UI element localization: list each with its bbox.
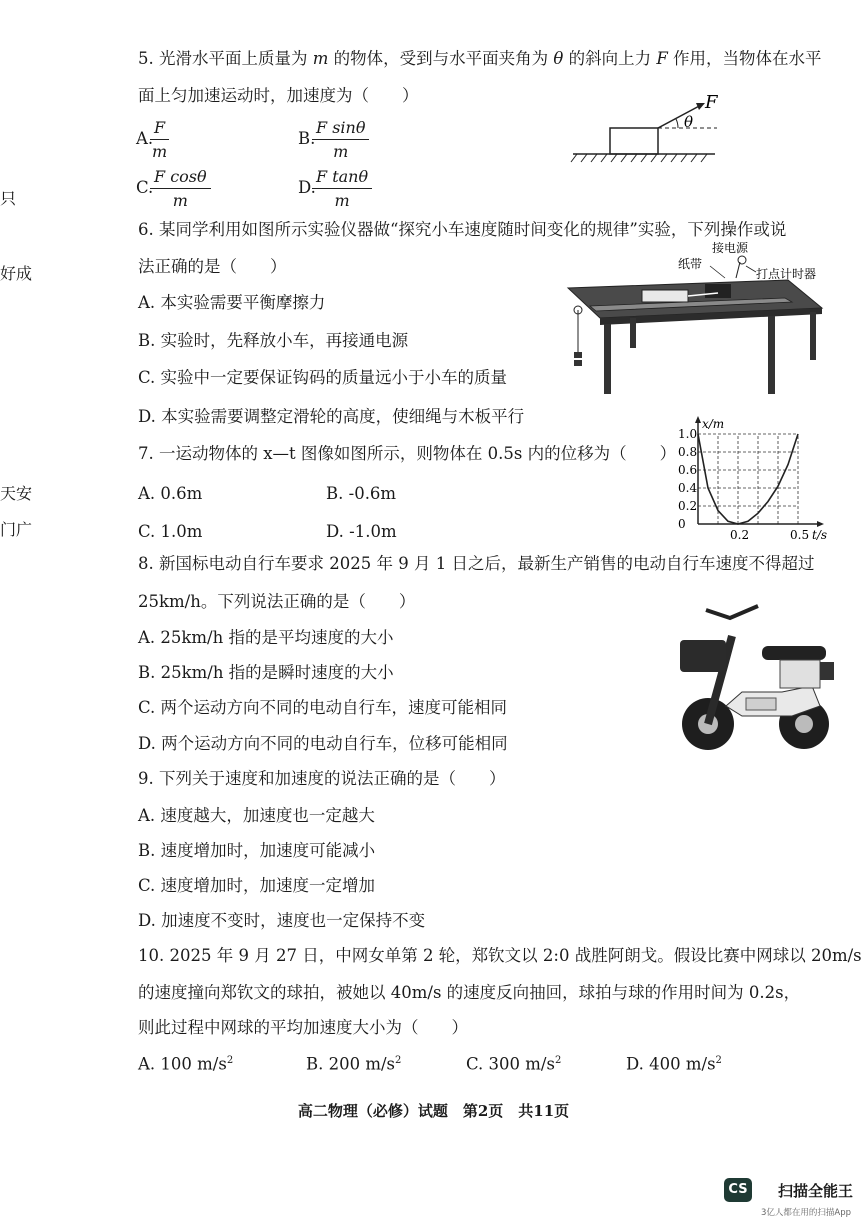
y-axis-arrow <box>695 416 701 423</box>
q10-option-c: C. 300 $m/s^2$ <box>466 1054 562 1074</box>
y-tick-label: 0 <box>678 517 686 531</box>
tape-label: 纸带 <box>678 257 703 271</box>
edge-fragment: 天安 <box>0 484 33 503</box>
cart <box>642 290 688 302</box>
power-cord <box>736 262 740 278</box>
hook-weight <box>574 360 582 366</box>
q10-option-a: A. 100 $m/s^2$ <box>138 1054 234 1074</box>
q7-option-d: D. -1.0m <box>326 522 397 541</box>
q8-option-d: D. 两个运动方向不同的电动自行车，位移可能相同 <box>138 734 508 753</box>
edge-fragment: 门广 <box>0 520 33 539</box>
force-label: F <box>705 92 718 113</box>
q7-xt-chart <box>660 416 840 544</box>
q7-option-a: A. 0.6m <box>138 484 203 503</box>
theta-label: θ <box>684 113 694 131</box>
q5-option-b-label: B. <box>298 129 316 148</box>
timer-label: 打点计时器 <box>756 267 817 281</box>
q10-stem-line1: 10. 2025 年 9 月 27 日，中网女单第 2 轮，郑钦文以 2:0 战胜阿朗戈。假设比赛中网球以 20m/s <box>138 946 862 965</box>
tape-pointer <box>710 266 725 278</box>
y-axis-label: x/m <box>702 417 725 431</box>
q10-option-d: D. 400 $m/s^2$ <box>626 1054 722 1074</box>
table-leg <box>604 324 611 394</box>
q6-option-b: B. 实验时，先释放小车，再接通电源 <box>138 331 409 350</box>
x-axis-arrow <box>817 521 824 527</box>
force-arrow <box>658 104 703 128</box>
table-leg <box>810 312 816 360</box>
plug <box>738 256 746 264</box>
power-label: 接电源 <box>712 241 749 255</box>
q7-stem: 7. 一运动物体的 x—t 图像如图所示，则物体在 0.5s 内的位移为（ ） <box>138 444 677 463</box>
angle-arc <box>676 119 678 128</box>
q10-stem-line3: 则此过程中网球的平均加速度大小为（ ） <box>138 1018 468 1037</box>
y-tick-label: 0.8 <box>678 445 698 459</box>
hook-weight <box>574 352 582 358</box>
y-tick-label: 1.0 <box>678 427 698 441</box>
q6-option-a: A. 本实验需要平衡摩擦力 <box>138 293 326 312</box>
y-tick-label: 0.6 <box>678 463 698 477</box>
x-tick-label: 0.2 <box>730 528 750 542</box>
scanner-logo-icon: CS <box>724 1178 752 1202</box>
q5-stem-line2: 面上匀加速运动时，加速度为（ ） <box>138 86 419 105</box>
q6-option-d: D. 本实验需要调整定滑轮的高度，使细绳与木板平行 <box>138 407 525 426</box>
electric-bike-image <box>672 596 842 766</box>
ground-hatching <box>571 154 707 162</box>
q10-option-b: B. 200 $m/s^2$ <box>306 1054 402 1074</box>
table-leg <box>768 316 775 394</box>
rear-body <box>780 660 820 688</box>
timer-device <box>705 284 731 298</box>
q9-option-d: D. 加速度不变时，速度也一定保持不变 <box>138 911 426 930</box>
y-tick-label: 0.2 <box>678 499 698 513</box>
q5-option-c-fraction: $\frac{\text{F cosθ}}{m}$ <box>150 169 211 209</box>
block <box>610 128 658 154</box>
q5-option-a-label: A. <box>136 129 154 148</box>
seat <box>762 646 826 660</box>
q9-stem: 9. 下列关于速度和加速度的说法正确的是（ ） <box>138 769 506 788</box>
q6-experiment-figure <box>560 238 830 398</box>
q5-option-a-fraction: $\frac{F}{m}$ <box>151 118 168 161</box>
edge-fragment: 好成 <box>0 264 33 283</box>
q9-option-a: A. 速度越大，加速度也一定越大 <box>138 806 375 825</box>
front-basket <box>680 640 726 672</box>
scanner-app-name: 扫描全能王 <box>777 1182 853 1200</box>
q7-option-c: C. 1.0m <box>138 522 203 541</box>
y-tick-label: 0.4 <box>678 481 698 495</box>
table-leg <box>630 318 636 348</box>
q9-option-c: C. 速度增加时，加速度一定增加 <box>138 876 376 895</box>
q6-option-c: C. 实验中一定要保证钩码的质量远小于小车的质量 <box>138 368 508 387</box>
q5-option-d-label: D. <box>298 178 316 197</box>
timer-pointer <box>746 266 756 272</box>
q7-option-b: B. -0.6m <box>326 484 397 503</box>
q8-stem-line1: 8. 新国标电动自行车要求 2025 年 9 月 1 日之后，最新生产销售的电动自行车速度不得超过 <box>138 554 815 573</box>
chart-grid <box>698 434 798 524</box>
q8-option-a: A. 25km/h 指的是平均速度的大小 <box>138 628 394 647</box>
q5-option-d-fraction: $\frac{\text{F tanθ}}{m}$ <box>312 169 372 209</box>
q8-option-b: B. 25km/h 指的是瞬时速度的大小 <box>138 663 394 682</box>
x-tick-label: 0.5 <box>790 528 810 542</box>
q5-block-figure <box>565 90 725 170</box>
q5-option-b-fraction: $\frac{\text{F sinθ}}{m}$ <box>312 120 369 160</box>
q6-stem-line1: 6. 某同学利用如图所示实验仪器做“探究小车速度随时间变化的规律”实验，下列操作或说 <box>138 220 787 239</box>
scanner-app-tagline: 3亿人都在用的扫描App <box>760 1208 851 1218</box>
q5-stem-line1: 5. 光滑水平面上质量为 m 的物体，受到与水平面夹角为 θ 的斜向上力 F 作用，当物体在水平 <box>138 49 822 68</box>
q9-option-b: B. 速度增加时，加速度可能减小 <box>138 841 376 860</box>
x-axis-label: t/s <box>812 528 828 542</box>
handlebar <box>706 606 758 618</box>
page-footer: 高二物理（必修）试题 第2页 共11页 <box>297 1102 570 1120</box>
q5-option-c-label: C. <box>136 178 154 197</box>
edge-fragment: 只 <box>0 189 17 208</box>
q10-stem-line2: 的速度撞向郑钦文的球拍，被她以 40m/s 的速度反向抽回，球拍与球的作用时间为 0.2s， <box>138 983 801 1002</box>
series-line <box>698 434 798 524</box>
rear-rack <box>820 662 834 680</box>
q8-option-c: C. 两个运动方向不同的电动自行车，速度可能相同 <box>138 698 508 717</box>
q8-stem-line2: 25km/h。下列说法正确的是（ ） <box>138 592 416 611</box>
battery <box>746 698 776 710</box>
q6-stem-line2: 法正确的是（ ） <box>138 257 287 276</box>
